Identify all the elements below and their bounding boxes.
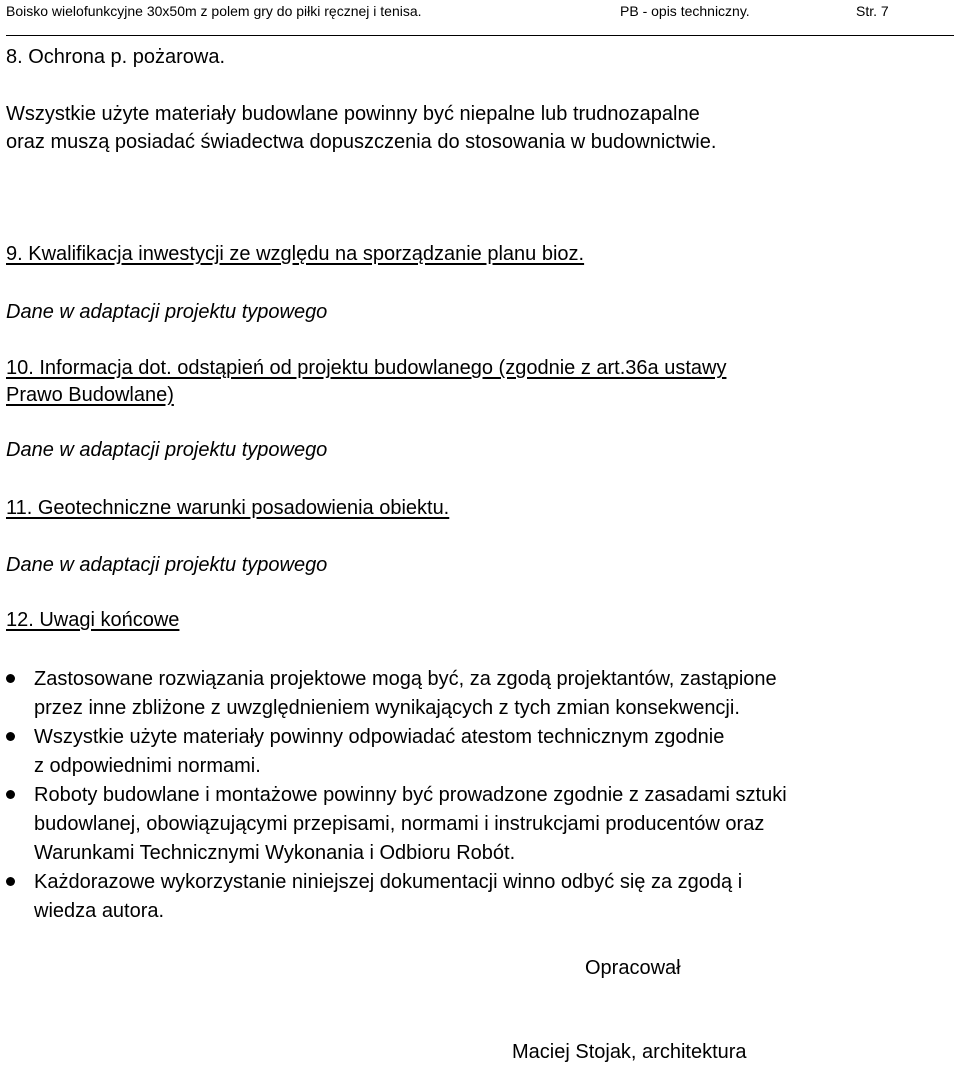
section-8-line-2: oraz muszą posiadać świadectwa dopuszczenia do stosowania w budownictwie. <box>6 131 717 153</box>
bullet-1-line-1: Zastosowane rozwiązania projektowe mogą być, za zgodą projektantów, zastąpione <box>34 668 777 690</box>
section-10-note: Dane w adaptacji projektu typowego <box>6 439 328 461</box>
bullet-4-line-1: Każdorazowe wykorzystanie niniejszej dokumentacji winno odbyć się za zgodą i <box>34 871 743 893</box>
bullet-2-line-1: Wszystkie użyte materiały powinny odpowiadać atestom technicznym zgodnie <box>34 726 725 748</box>
section-9-note: Dane w adaptacji projektu typowego <box>6 301 328 323</box>
section-8-line-1: Wszystkie użyte materiały budowlane powinny być niepalne lub trudnozapalne <box>6 103 700 125</box>
section-12-heading: 12. Uwagi końcowe <box>6 609 180 631</box>
page-header <box>6 0 954 36</box>
section-10-heading-line-1: 10. Informacja dot. odstąpień od projektu budowlanego (zgodnie z art.36a ustawy <box>6 357 727 379</box>
signature-label: Opracował <box>585 957 681 979</box>
bullet-1-line-2: przez inne zbliżone z uwzględnieniem wynikających z tych zmian konsekwencji. <box>34 697 740 719</box>
bullet-2-line-2: z odpowiednimi normami. <box>34 755 261 777</box>
section-11-note: Dane w adaptacji projektu typowego <box>6 554 328 576</box>
header-page-number: Str. 7 <box>856 3 889 19</box>
bullet-3-line-3: Warunkami Technicznymi Wykonania i Odbioru Robót. <box>34 842 516 864</box>
bullet-icon <box>6 785 20 799</box>
bullet-4-line-2: wiedza autora. <box>34 900 165 922</box>
bullet-icon <box>6 669 20 683</box>
bullet-3-line-2: budowlanej, obowiązującymi przepisami, normami i instrukcjami producentów oraz <box>34 813 765 835</box>
signature-author: Maciej Stojak, architektura <box>512 1041 747 1063</box>
header-doc-type: PB - opis techniczny. <box>620 3 750 19</box>
section-11-heading: 11. Geotechniczne warunki posadowienia obiektu. <box>6 497 450 519</box>
bullet-3-line-1: Roboty budowlane i montażowe powinny być prowadzone zgodnie z zasadami sztuki <box>34 784 787 806</box>
bullet-icon <box>6 727 20 741</box>
section-9-heading: 9. Kwalifikacja inwestycji ze względu na sporządzanie planu bioz. <box>6 243 585 265</box>
section-8-heading: 8. Ochrona p. pożarowa. <box>6 46 226 68</box>
header-title: Boisko wielofunkcyjne 30x50m z polem gry do piłki ręcznej i tenisa. <box>6 3 422 19</box>
section-10-heading-line-2: Prawo Budowlane) <box>6 384 174 406</box>
bullet-icon <box>6 872 20 886</box>
